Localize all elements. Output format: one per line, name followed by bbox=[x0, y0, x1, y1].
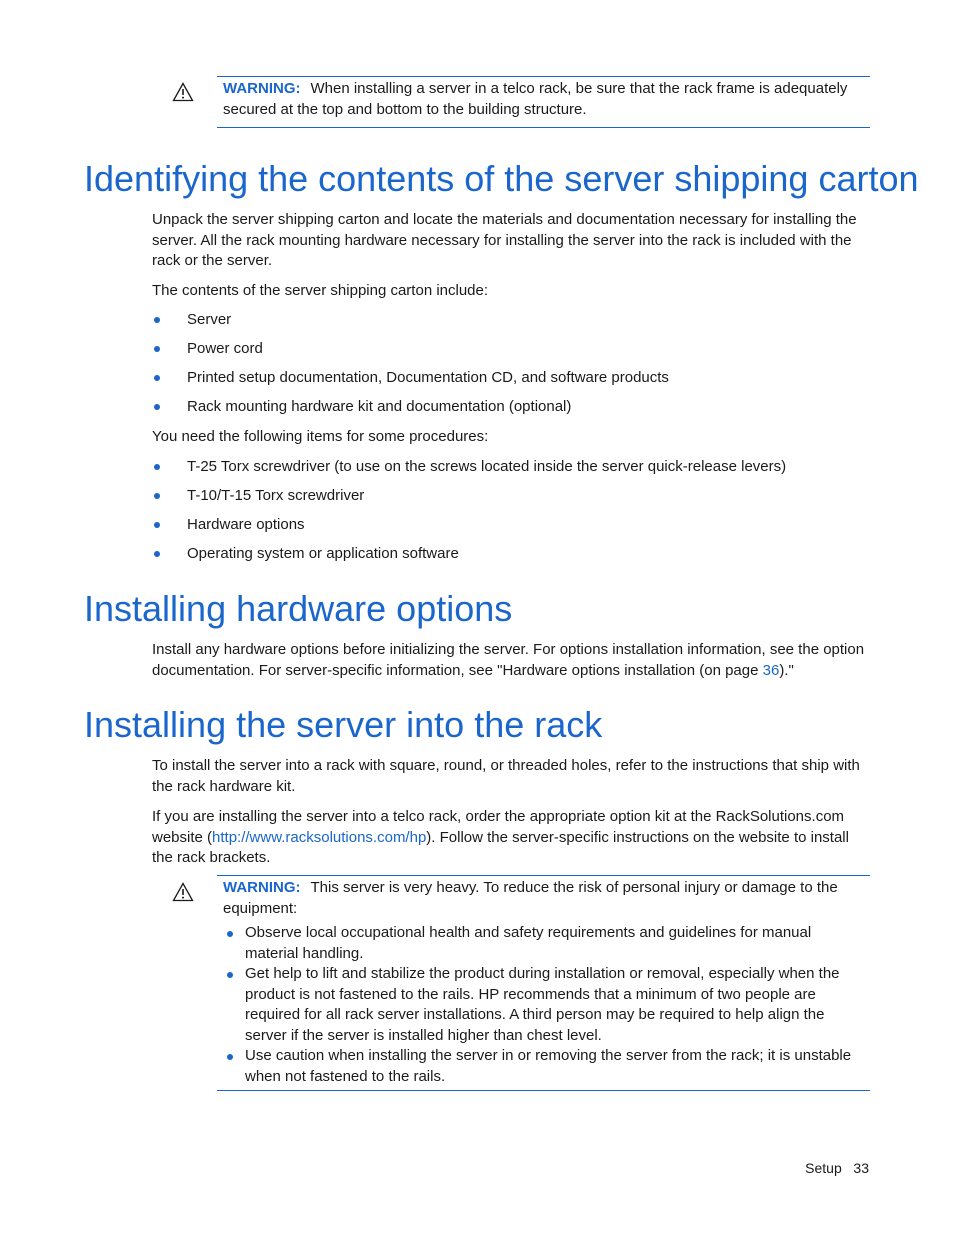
bullet-icon bbox=[154, 346, 160, 352]
list-item: Hardware options bbox=[152, 515, 870, 544]
paragraph: To install the server into a rack with square, round, or threaded holes, refer to the instructions that ship with the rack hardware kit. bbox=[152, 757, 860, 795]
warning-label: WARNING: bbox=[223, 80, 301, 97]
list-item: Observe local occupational health and safety requirements and guidelines for manual material handling. bbox=[223, 923, 866, 964]
bullet-icon bbox=[154, 317, 160, 323]
footer-section: Setup bbox=[805, 1160, 842, 1176]
paragraph: Unpack the server shipping carton and locate the materials and documentation necessary for installing the server. All the rack mounting hardware necessary for installing the server into the rack is included with the rack or the server. bbox=[152, 211, 857, 269]
warning-box bbox=[217, 875, 870, 1091]
list-item: Get help to lift and stabilize the product during installation or removal, especially when the product is not fastened to the rails. HP recommends that a minimum of two people are required for all rack server installations. A third person may be required to help align the server if the server is installed higher than chest level. bbox=[223, 964, 866, 1046]
list-item: Operating system or application software bbox=[152, 544, 870, 573]
bullet-icon bbox=[227, 972, 233, 978]
list-item: Use caution when installing the server in or removing the server from the rack; it is unstable when not fastened to the rails. bbox=[223, 1046, 866, 1087]
section-heading: Identifying the contents of the server shipping carton bbox=[84, 158, 919, 199]
page-link[interactable]: 36 bbox=[762, 661, 780, 679]
warning-box bbox=[217, 76, 870, 128]
bullet-icon bbox=[154, 493, 160, 499]
bullet-icon bbox=[154, 464, 160, 470]
paragraph: If you are installing the server into a telco rack, order the appropriate option kit at the RackSolutions.com website (http://www.racksolutions.com/hp). Follow the server-specific instructions on the website to install the rack brackets. bbox=[152, 808, 849, 866]
list-item: Power cord bbox=[152, 339, 870, 368]
warning-text: This server is very heavy. To reduce the risk of personal injury or damage to the equipment: bbox=[223, 879, 838, 917]
paragraph: You need the following items for some procedures: bbox=[152, 428, 489, 445]
list-item: Server bbox=[152, 310, 870, 339]
list-item: Rack mounting hardware kit and documentation (optional) bbox=[152, 397, 870, 426]
bullet-icon bbox=[227, 1054, 233, 1060]
list-item: T-10/T-15 Torx screwdriver bbox=[152, 486, 870, 515]
page-number: 33 bbox=[853, 1160, 869, 1176]
section-heading: Installing the server into the rack bbox=[84, 704, 603, 745]
page-footer bbox=[805, 1158, 869, 1179]
list-item: T-25 Torx screwdriver (to use on the screws located inside the server quick-release levers) bbox=[152, 457, 870, 486]
bullet-icon bbox=[154, 551, 160, 557]
paragraph: The contents of the server shipping carton include: bbox=[152, 282, 489, 299]
racksolutions-link[interactable]: http://www.racksolutions.com/hp bbox=[212, 828, 427, 846]
warning-list bbox=[223, 923, 866, 1087]
bullet-icon bbox=[154, 404, 160, 410]
needs-list bbox=[152, 457, 870, 573]
section-heading: Installing hardware options bbox=[84, 588, 513, 629]
warning-label: WARNING: bbox=[223, 879, 301, 896]
bullet-icon bbox=[154, 375, 160, 381]
warning-text: When installing a server in a telco rack, be sure that the rack frame is adequately secured at the top and bottom to the building structure. bbox=[223, 80, 848, 118]
paragraph: Install any hardware options before initializing the server. For options installation information, see the option documentation. For server-specific information, see "Hardware options installation (on page 36)." bbox=[152, 641, 865, 679]
bullet-icon bbox=[154, 522, 160, 528]
list-item: Printed setup documentation, Documentation CD, and software products bbox=[152, 368, 870, 397]
bullet-icon bbox=[227, 931, 233, 937]
warning-triangle-icon bbox=[172, 82, 194, 102]
warning-triangle-icon bbox=[172, 882, 194, 902]
contents-list bbox=[152, 310, 870, 426]
